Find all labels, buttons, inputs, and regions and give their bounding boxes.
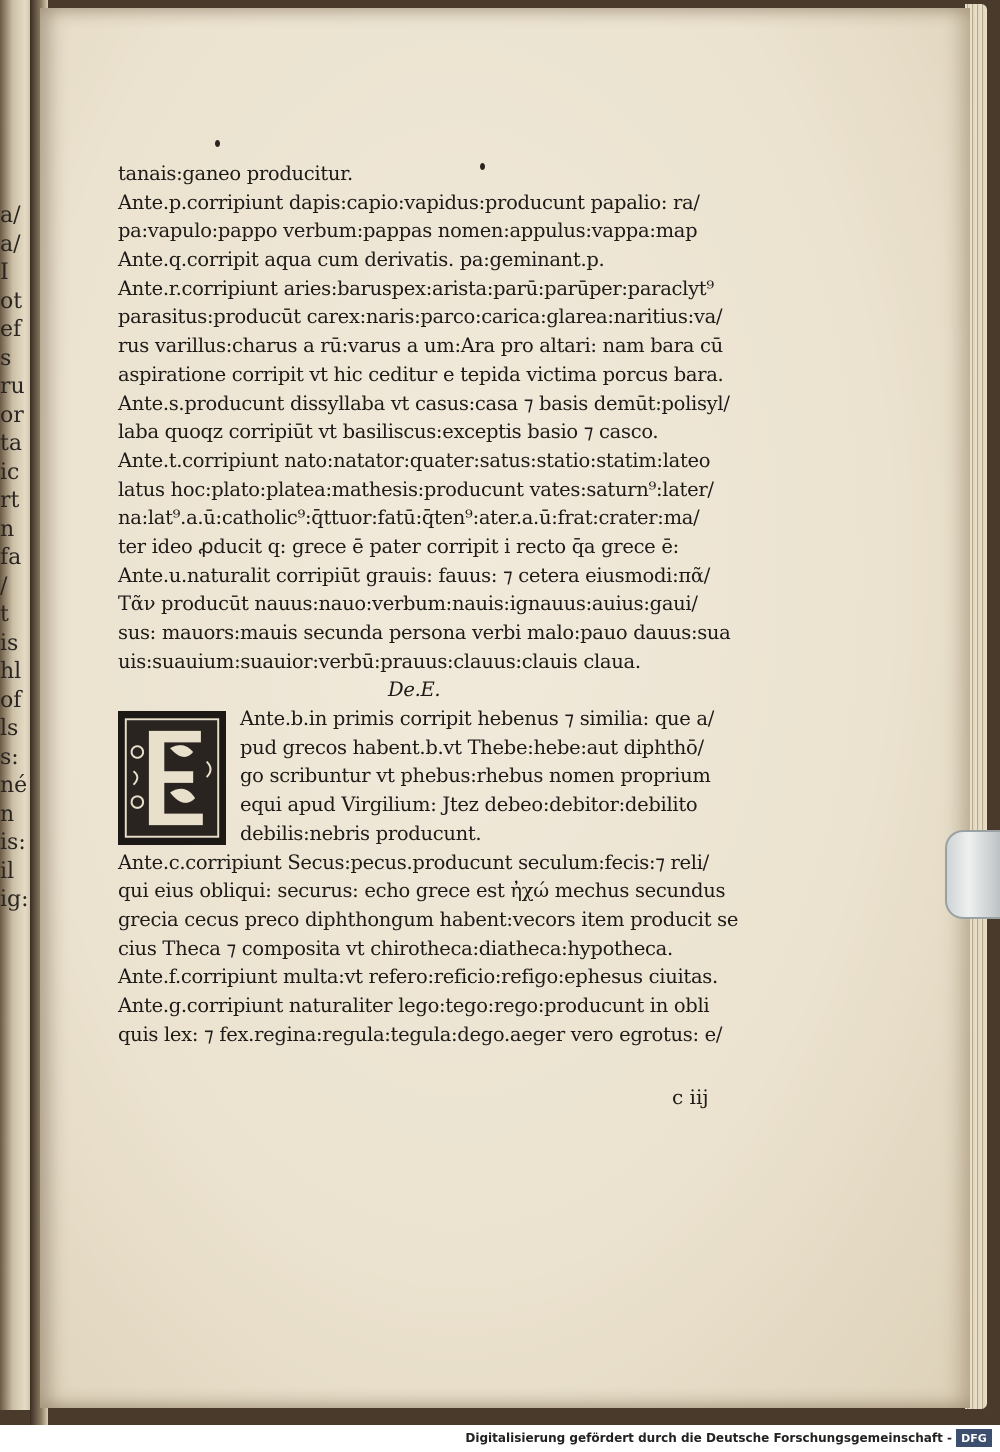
- left-page-fragment: n: [0, 801, 15, 827]
- signature-mark: c iij: [672, 1085, 709, 1109]
- text-line: Ante.c.corripiunt Secus:pecus.producunt seculum:fecis:⁊ reli/: [118, 850, 709, 874]
- left-page-fragment: n: [0, 516, 15, 542]
- left-page-fragment: or: [0, 402, 24, 428]
- metal-clasp: [945, 830, 1000, 919]
- footer-bar: [0, 1425, 1000, 1452]
- left-page-fragment: s: [0, 345, 12, 371]
- body-text: [118, 160, 768, 1049]
- decorated-initial-e-icon: [118, 711, 226, 845]
- body-lines: [118, 160, 768, 676]
- left-page-fragment: il: [0, 858, 15, 884]
- text-line: rus varillus:charus a rū:varus a um:Ara pro altari: nam bara cū: [118, 334, 723, 358]
- text-line: Ante.p.corripiunt dapis:capio:vapidus:producunt papalio: ra/: [118, 190, 700, 214]
- text-line: equi apud Virgilium: Jtez debeo:debitor:debilito: [240, 793, 698, 817]
- text-line: Τᾶν producūt nauus:nauo:verbum:nauis:ignauus:auius:gaui/: [118, 592, 698, 616]
- left-page-fragment: ic: [0, 459, 20, 485]
- text-line: Ante.u.naturalit corripiūt grauis: fauus: ⁊ cetera eiusmodi:πᾶ/: [118, 563, 710, 587]
- text-line: quis lex: ⁊ fex.regina:regula:tegula:dego.aeger vero egrotus: e/: [118, 1022, 723, 1046]
- text-line: tanais:ganeo producitur.: [118, 162, 353, 185]
- left-page-fragment: a/: [0, 203, 21, 228]
- left-page-fragment: ru: [0, 374, 25, 399]
- initial-paragraph: [118, 705, 768, 848]
- left-page-fragment: /: [0, 573, 8, 599]
- left-page-fragment: s:: [0, 744, 19, 770]
- text-line: parasitus:producūt carex:naris:parco:carica:glarea:naritius:va/: [118, 305, 723, 329]
- floral-initial-icon: [120, 713, 224, 843]
- text-line: sus: mauors:mauis secunda persona verbi malo:pauo dauus:sua: [118, 621, 731, 644]
- left-page-fragment: né: [0, 773, 28, 798]
- left-page-fragment: ef: [0, 317, 22, 342]
- footer-credit: Digitalisierung gefördert durch die Deutsche Forschungsgemeinschaft -: [465, 1431, 952, 1445]
- left-page-fragment: ot: [0, 288, 23, 314]
- text-line: Ante.r.corripiunt aries:baruspex:arista:parū:parūper:paraclyt⁹: [118, 276, 714, 300]
- text-line: laba quoqz corripiūt vt basiliscus:exceptis basio ⁊ casco.: [118, 420, 659, 444]
- text-line: debilis:nebris producunt.: [240, 821, 482, 845]
- text-line: Ante.f.corripiunt multa:vt refero:reficio:refigo:ephesus ciuitas.: [118, 965, 718, 989]
- ink-speck: [215, 140, 220, 147]
- text-line: aspiratione corripit vt hic ceditur e tepida victima porcus bara.: [118, 362, 724, 386]
- left-page-fragment: ig:: [0, 887, 29, 912]
- text-line: Ante.t.corripiunt nato:natator:quater:satus:statio:statim:lateo: [118, 448, 711, 472]
- text-line: uis:suauium:suauior:verbū:prauus:clauus:clauis claua.: [118, 649, 641, 673]
- text-line: pud grecos habent.b.vt Thebe:hebe:aut diphthō/: [240, 735, 704, 759]
- text-line: go scribuntur vt phebus:rhebus nomen proprium: [240, 764, 711, 788]
- text-line: cius Theca ⁊ composita vt chirotheca:diatheca:hypotheca.: [118, 936, 673, 960]
- text-line: qui eius obliqui: securus: echo grece est ἠχώ mechus secundus: [118, 879, 726, 903]
- left-page-fragment: ta: [0, 431, 22, 456]
- left-page-fragment: a/: [0, 231, 21, 257]
- left-page-fragment: hl: [0, 659, 22, 684]
- left-page-fragment: t: [0, 602, 9, 627]
- text-line: latus hoc:plato:platea:mathesis:producunt vates:saturn⁹:later/: [118, 477, 714, 501]
- left-page-fragment: is: [0, 630, 19, 656]
- text-line: na:lat⁹.a.ū:catholic⁹:q̄ttuor:fatū:q̄ten⁹:ater.a.ū:frat:crater:ma/: [118, 506, 700, 530]
- left-page-fragment: of: [0, 687, 22, 713]
- left-page-fragment: ls: [0, 716, 19, 741]
- left-page-fragment: is:: [0, 830, 26, 855]
- dfg-logo: DFG: [956, 1429, 992, 1447]
- after-lines: [118, 849, 768, 1050]
- text-line: Ante.b.in primis corripit hebenus ⁊ similia: que a/: [240, 707, 715, 731]
- text-line: grecia cecus preco diphthongum habent:vecors item producit se: [118, 907, 739, 931]
- text-line: ter ideo ꝓducit q: grece ē pater corripit i recto q̄a grece ē:: [118, 534, 679, 558]
- left-page-fragment: fa: [0, 545, 22, 570]
- left-page-fragment: I: [0, 260, 9, 285]
- text-line: Ante.s.producunt dissyllaba vt casus:casa ⁊ basis demūt:polisyl/: [118, 391, 730, 415]
- text-line: Ante.g.corripiunt naturaliter lego:tego:rego:producunt in obli: [118, 993, 710, 1017]
- text-line: Ante.q.corripit aqua cum derivatis. pa:geminant.p.: [118, 248, 605, 272]
- text-line: pa:vapulo:pappo verbum:pappas nomen:appulus:vappa:map: [118, 219, 698, 243]
- section-heading: De.E.: [388, 678, 441, 702]
- left-page-fragment: rt: [0, 488, 20, 513]
